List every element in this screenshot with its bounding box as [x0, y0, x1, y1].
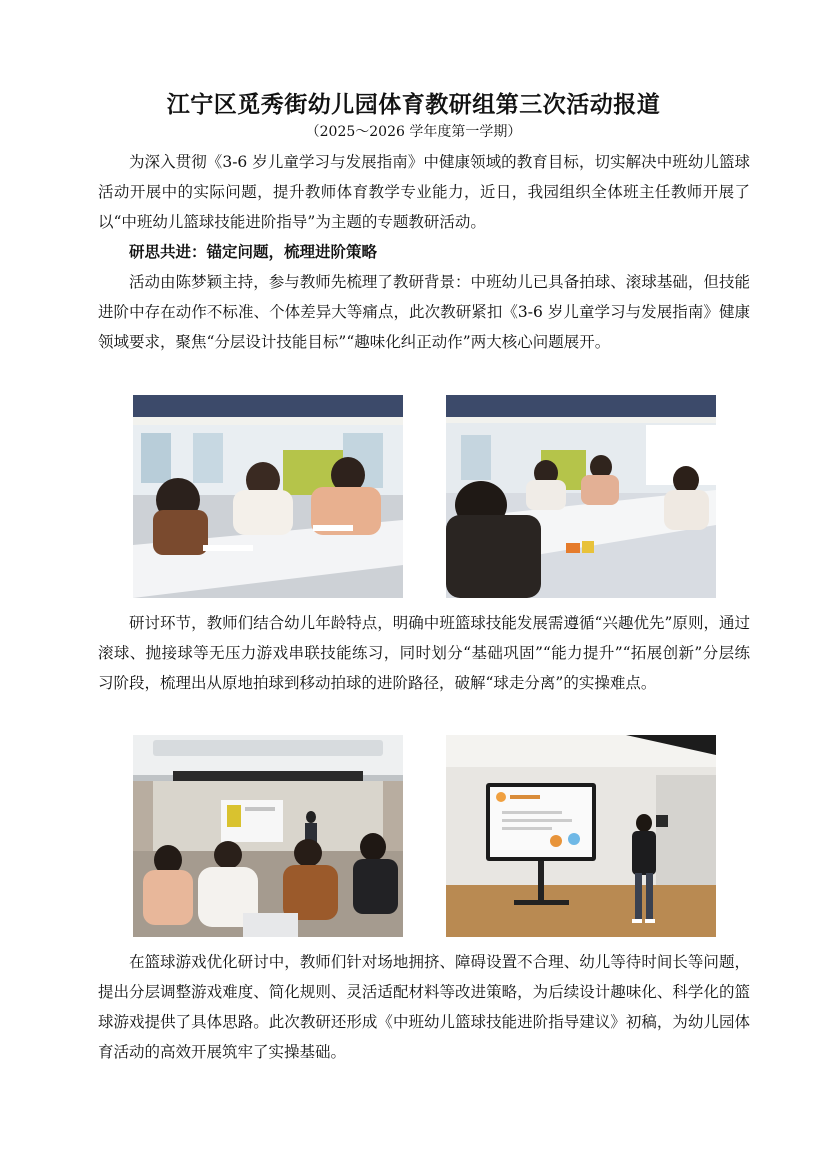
photo-teachers-watching-screen	[133, 735, 403, 937]
section-heading: 研思共进：锚定问题，梳理进阶策略	[129, 242, 378, 261]
paragraph-discussion: 研讨环节，教师们结合幼儿年龄特点，明确中班篮球技能发展需遵循“兴趣优先”原则，通过滚球、抛接球等无压力游戏串联技能练习，同时划分“基础巩固”“能力提升”“拓展创新”分层练习阶段，梳理出从原地拍球到移动拍球的进阶路径，破解“球走分离”的实操难点。	[98, 614, 750, 692]
photo-presenter-screen	[446, 735, 716, 937]
paragraph-optimization: 在篮球游戏优化研讨中，教师们针对场地拥挤、障碍设置不合理、幼儿等待时间长等问题，提出分层调整游戏难度、简化规则、灵活适配材料等改进策略，为后续设计趣味化、科学化的篮球游戏提供了具体思路。此次教研还形成《中班幼儿篮球技能进阶指导建议》初稿，为幼儿园体育活动的高效开展筑牢了实操基础。	[98, 953, 750, 1061]
photo-teachers-writing	[133, 395, 403, 598]
paragraph-background: 活动由陈梦颖主持，参与教师先梳理了教研背景：中班幼儿已具备拍球、滚球基础，但技能进阶中存在动作不标准、个体差异大等痛点，此次教研紧扣《3-6 岁儿童学习与发展指南》健康领域要求，聚焦“分层设计技能目标”“趣味化纠正动作”两大核心问题展开。	[98, 273, 750, 351]
document-subtitle: （2025～2026 学年度第一学期）	[305, 124, 522, 140]
document-title: 江宁区觅秀街幼儿园体育教研组第三次活动报道	[166, 92, 661, 118]
photo-teachers-discussion	[446, 395, 716, 598]
intro-paragraph: 为深入贯彻《3-6 岁儿童学习与发展指南》中健康领域的教育目标，切实解决中班幼儿篮球活动开展中的实际问题，提升教师体育教学专业能力，近日，我园组织全体班主任教师开展了以“中班幼儿篮球技能进阶指导”为主题的专题教研活动。	[98, 153, 750, 231]
